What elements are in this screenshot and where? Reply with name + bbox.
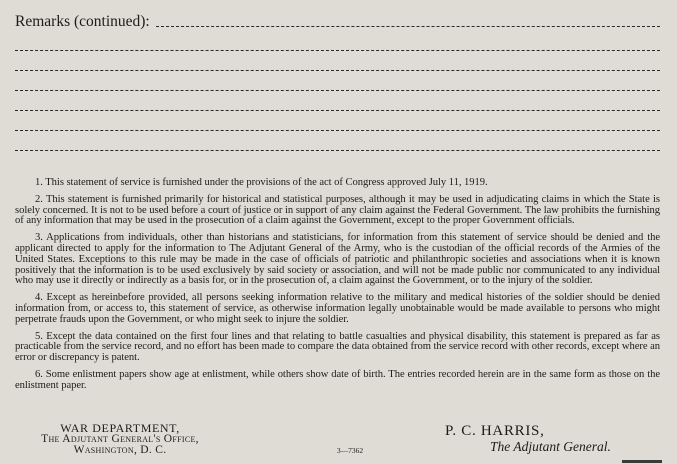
remarks-first-line <box>156 25 660 27</box>
note-1: 1. This statement of service is furnished under the provisions of the act of Congress approved July 11, 1919. <box>35 177 488 188</box>
notes-section <box>15 178 660 398</box>
remarks-blank-line <box>15 150 660 151</box>
remarks-label: Remarks (continued): <box>15 13 150 30</box>
remarks-blank-line <box>15 130 660 131</box>
remarks-header <box>15 13 660 31</box>
signature-title: The Adjutant General. <box>490 439 611 454</box>
note-4: 4. Except as hereinbefore provided, all persons seeking information relative to the military and medical histories of the soldier should be denied information from, or access to, this statement of service, as otherwise information legally unobtainable would be made available to persons who might perpetrate frauds upon the Government, or who might seek to injure the soldier. <box>15 292 660 325</box>
note-3: 3. Applications from individuals, other than historians and statisticians, for information from this statement of service should be denied and the applicant directed to apply for the information to The Adjutant General of the Army, who is the custodian of the official records of the Armies of the United States. Exceptions to this rule may be made in the case of officials of patriotic and philanthropic societies and associations when it is known positively that the information is to be used exclusively by said society or association, and will not be made public nor communicated to any individual who may use it directly or indirectly as a basis for, or in the prosecution of, a claim against the Government, or to the injury of the soldier. <box>15 232 660 287</box>
department-name: WAR DEPARTMENT, <box>60 421 180 435</box>
form-number: 3—7362 <box>336 446 364 455</box>
remarks-blank-line <box>15 50 660 51</box>
signature-name: P. C. HARRIS, <box>445 423 545 439</box>
note-6: 6. Some enlistment papers show age at enlistment, while others show date of birth. The entries recorded herein are in the same form as those on the enlistment paper. <box>15 368 660 391</box>
remarks-blank-line <box>15 70 660 71</box>
office-name: The Adjutant General's Office, <box>41 433 199 445</box>
remarks-blank-line <box>15 110 660 111</box>
department-block <box>15 423 225 456</box>
office-location: Washington, D. C. <box>73 444 167 456</box>
note-5: 5. Except the data contained on the first four lines and that relating to battle casualties and physical disability, this statement is prepared as far as practicable from the service record, and no effort has been made to compare the data obtained from the service record with other records, except where an error or discrepancy is patent. <box>15 330 660 364</box>
note-2: 2. This statement is furnished primarily for historical and statistical purposes, although it may be used in adjudicating claims in which the State is solely concerned. It is not to be used before a court of justice or in support of any claim against the Federal Government. The law prohibits the furnishing of any information that may be used in the prosecution of a claim against the Government, except to the proper Government officials. <box>15 193 660 227</box>
remarks-blank-line <box>15 90 660 91</box>
page-edge-mark <box>622 460 662 463</box>
